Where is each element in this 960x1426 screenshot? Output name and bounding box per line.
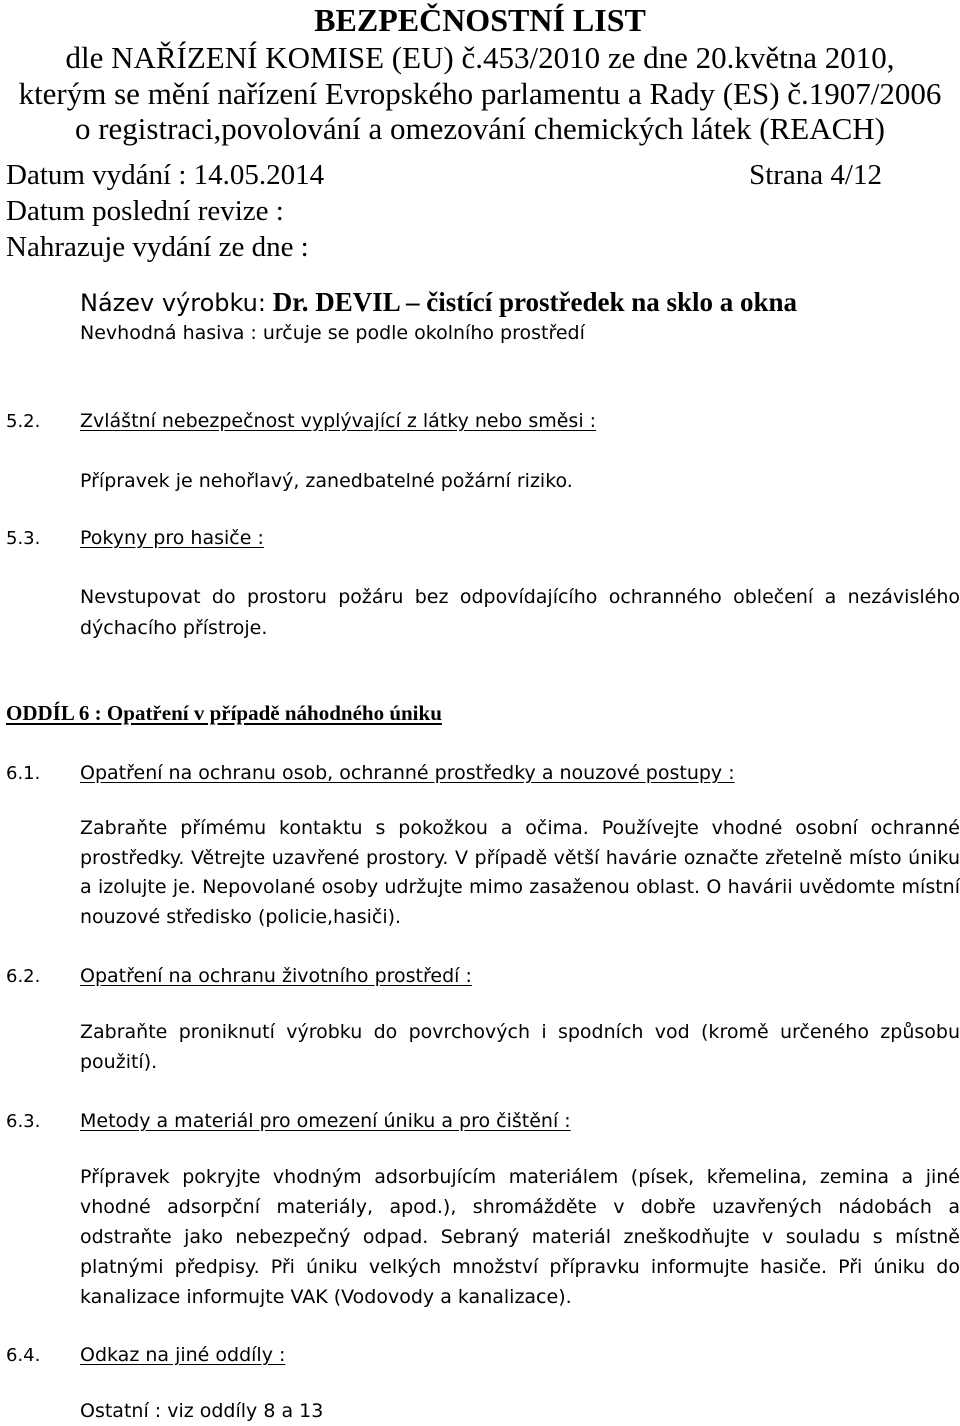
section-5-3-heading: Pokyny pro hasiče : bbox=[80, 527, 264, 549]
section-6-4-number: 6.4. bbox=[6, 1345, 41, 1366]
section-5-2-number: 5.2. bbox=[6, 411, 41, 432]
issue-date: Datum vydání : 14.05.2014 bbox=[6, 159, 325, 191]
unsuitable-extinguishing-media: Nevhodná hasiva : určuje se podle okolního prostředí bbox=[80, 322, 585, 344]
section-6-3-number: 6.3. bbox=[6, 1111, 41, 1132]
section-6-3-text: Přípravek pokryjte vhodným adsorbujícím materiálem (písek, křemelina, zemina a jiné vhodné adsorpční materiály, apod.), shromážděte v dobře uzavřených nádobách a odstraňte jako nebezpečný odpad. Sebraný materiál zneškodňujte v souladu s místně platnými předpisy. Při úniku velkých množství přípravku informujte hasiče. Při úniku do kanalizace informujte VAK (Vodovody a kanalizace). bbox=[80, 1166, 960, 1308]
replaces-issue-date: Nahrazuje vydání ze dne : bbox=[6, 231, 309, 263]
section-6-heading: ODDÍL 6 : Opatření v případě náhodného úniku bbox=[6, 701, 442, 725]
section-5-2-text: Přípravek je nehořlavý, zanedbatelné požární riziko. bbox=[80, 470, 573, 492]
section-5-3-text: Nevstupovat do prostoru požáru bez odpovídajícího ochranného oblečení a nezávislého dýchacího přístroje. bbox=[80, 586, 960, 639]
regulation-line-1: dle NAŘÍZENÍ KOMISE (EU) č.453/2010 ze dne 20.května 2010, bbox=[65, 40, 895, 75]
product-name-row bbox=[80, 286, 797, 319]
section-6-2-number: 6.2. bbox=[6, 966, 41, 987]
regulation-line-3: o registraci,povolování a omezování chemických látek (REACH) bbox=[74, 111, 886, 146]
section-6-1-number: 6.1. bbox=[6, 763, 41, 784]
section-6-3-heading: Metody a materiál pro omezení úniku a pro čištění : bbox=[80, 1110, 571, 1132]
section-5-3-number: 5.3. bbox=[6, 528, 41, 549]
document-title: BEZPEČNOSTNÍ LIST bbox=[314, 2, 646, 38]
product-name: Dr. DEVIL – čistící prostředek na sklo a okna bbox=[272, 287, 798, 317]
regulation-line-2: kterým se mění nařízení Evropského parlamentu a Rady (ES) č.1907/2006 bbox=[18, 76, 942, 111]
page-number: Strana 4/12 bbox=[749, 159, 882, 191]
product-name-label: Název výrobku: bbox=[80, 289, 266, 317]
section-6-4-text: Ostatní : viz oddíly 8 a 13 bbox=[80, 1400, 324, 1422]
section-5-2-heading: Zvláštní nebezpečnost vyplývající z látky nebo směsi : bbox=[80, 410, 597, 432]
section-6-2-heading: Opatření na ochranu životního prostředí : bbox=[80, 965, 472, 987]
section-6-2-text: Zabraňte proniknutí výrobku do povrchových i spodních vod (kromě určeného způsobu použití). bbox=[80, 1021, 960, 1073]
section-6-1-heading: Opatření na ochranu osob, ochranné prostředky a nouzové postupy : bbox=[80, 762, 735, 784]
last-revision-date: Datum poslední revize : bbox=[6, 195, 284, 227]
section-6-4-heading: Odkaz na jiné oddíly : bbox=[80, 1344, 286, 1366]
section-6-1-text: Zabraňte přímému kontaktu s pokožkou a očima. Používejte vhodné osobní ochranné prostředky. Větrejte uzavřené prostory. V případě větší havárie označte zřetelně místo úniku a izolujte je. Nepovolané osoby udržujte mimo zasaženou oblast. O havárii uvědomte místní nouzové středisko (policie,hasiči). bbox=[80, 817, 960, 928]
